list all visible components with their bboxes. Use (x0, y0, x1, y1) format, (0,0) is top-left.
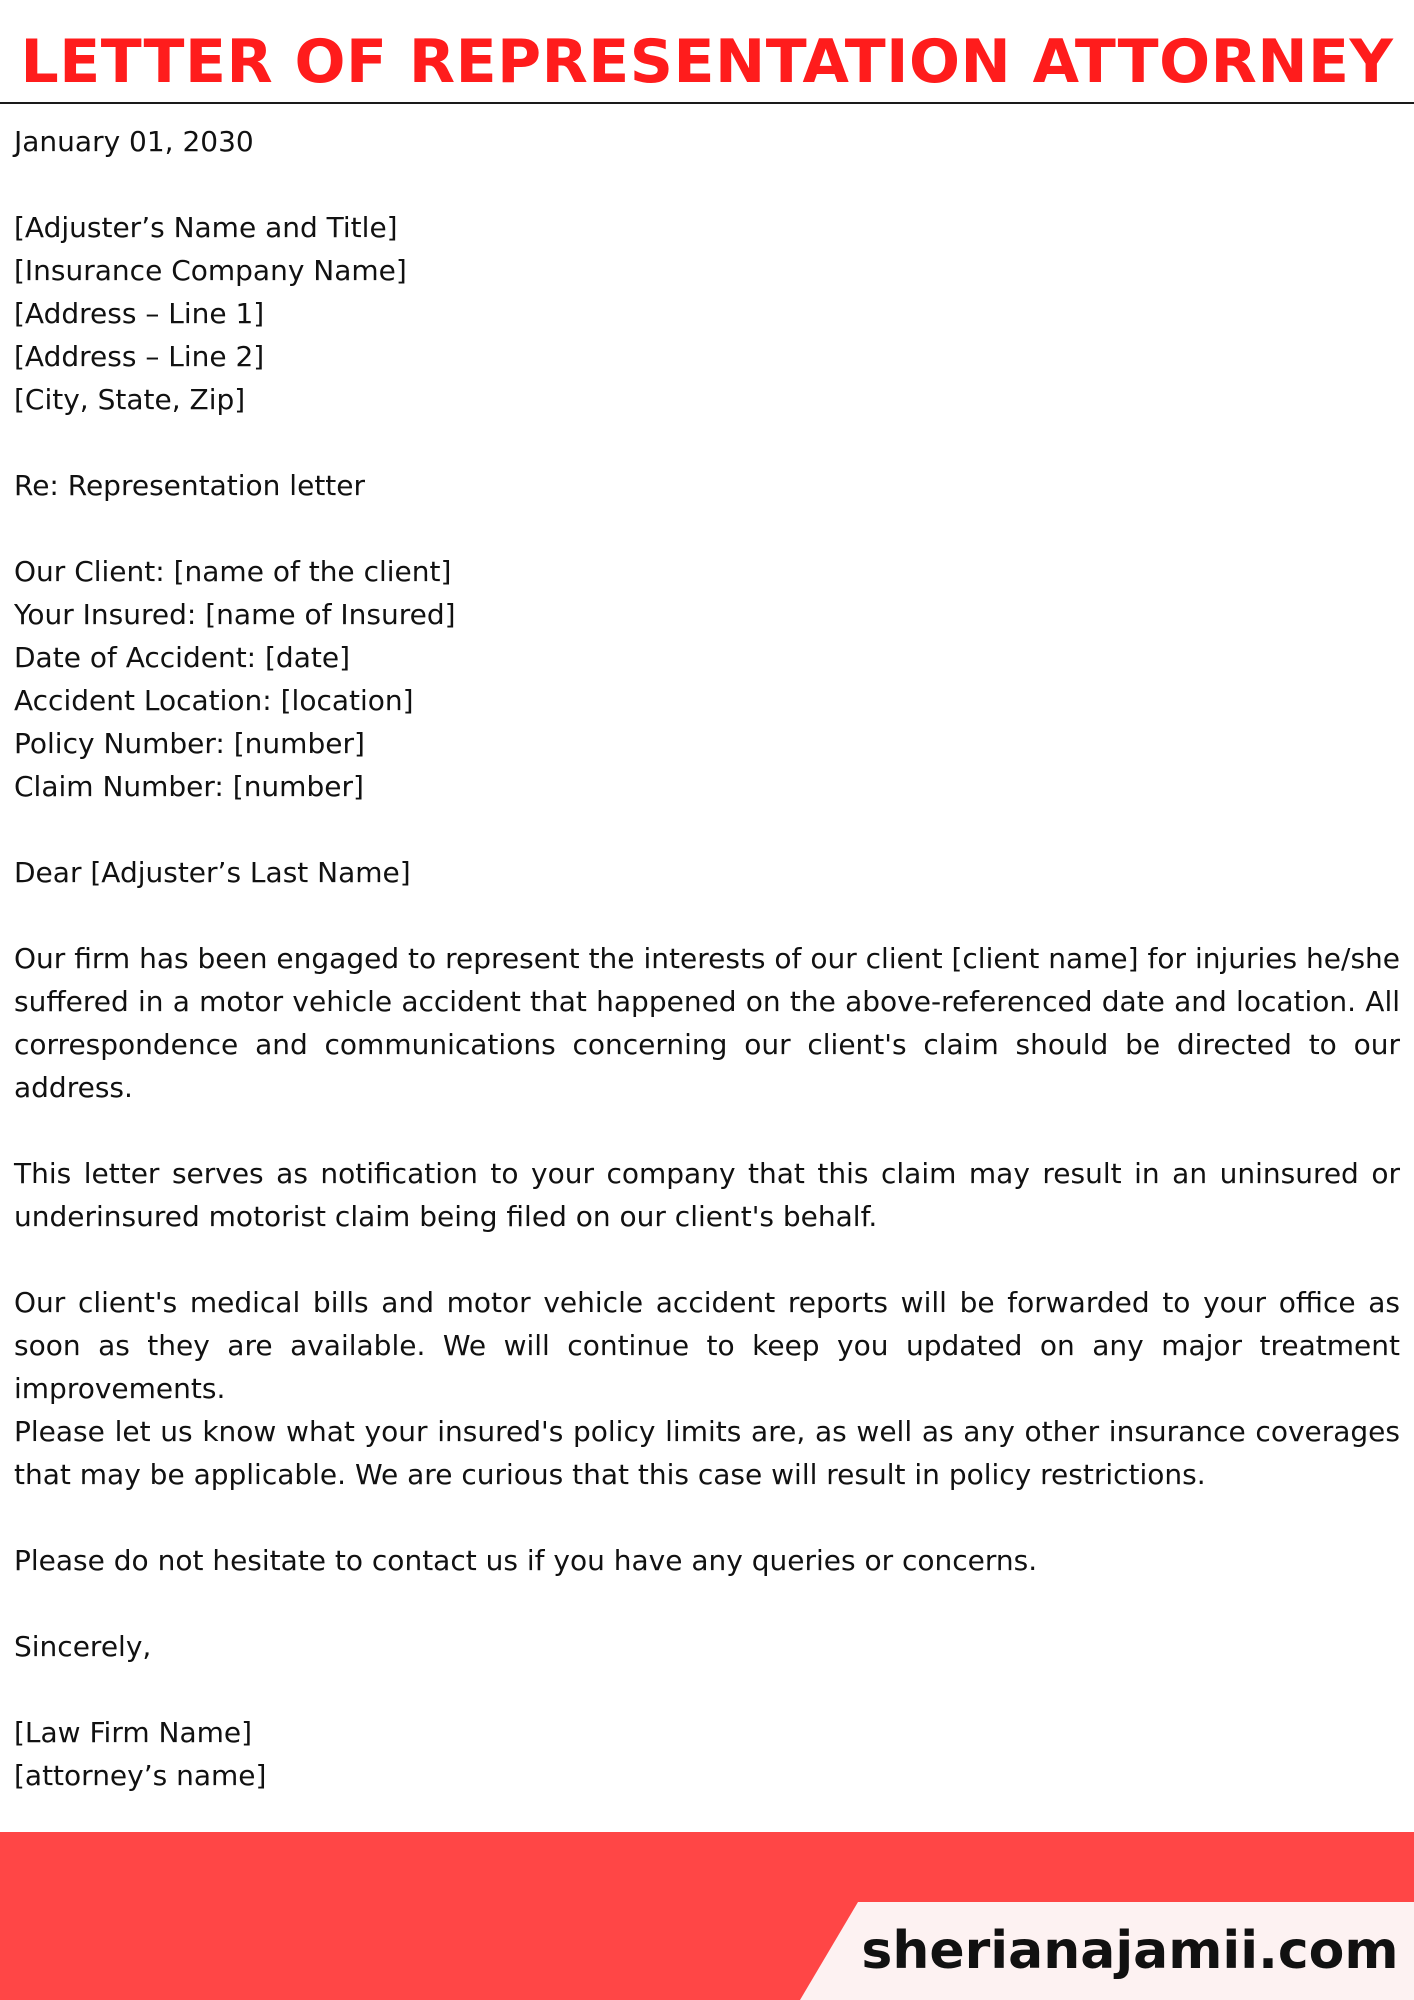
spacer (14, 808, 1400, 851)
website-label: sherianajamii.com (861, 1921, 1399, 1981)
spacer (14, 894, 1400, 937)
spacer (14, 1496, 1400, 1539)
recipient-line: [City, State, Zip] (14, 383, 246, 416)
detail-line: Claim Number: [number] (14, 770, 364, 803)
spacer (14, 1238, 1400, 1281)
spacer (14, 163, 1400, 206)
body-paragraph: This letter serves as notification to your company that this claim may result in an uninsured or underinsured motorist claim being filed on our client's behalf. (14, 1157, 1400, 1233)
signature-block (14, 1711, 1400, 1797)
signature-line: [Law Firm Name] (14, 1716, 253, 1749)
closing: Sincerely, (14, 1630, 152, 1663)
detail-line: Date of Accident: [date] (14, 641, 350, 674)
title-divider (0, 102, 1414, 104)
signature-line: [attorney’s name] (14, 1759, 267, 1792)
body-paragraph: Please let us know what your insured's policy limits are, as well as any other insurance coverages that may be applicable. We are curious that this case will result in policy restrictions. (14, 1415, 1400, 1491)
recipient-block (14, 206, 1400, 421)
recipient-line: [Adjuster’s Name and Title] (14, 211, 398, 244)
detail-line: Your Insured: [name of Insured] (14, 598, 456, 631)
spacer (14, 421, 1400, 464)
spacer (14, 1109, 1400, 1152)
letter-date: January 01, 2030 (14, 125, 254, 158)
recipient-line: [Insurance Company Name] (14, 254, 407, 287)
body-paragraph: Please do not hesitate to contact us if you have any queries or concerns. (14, 1544, 1038, 1577)
letter-body (14, 120, 1400, 1797)
detail-line: Our Client: [name of the client] (14, 555, 452, 588)
claim-details-block (14, 550, 1400, 808)
recipient-line: [Address – Line 2] (14, 340, 265, 373)
spacer (14, 1668, 1400, 1711)
body-paragraph: Our client's medical bills and motor vehicle accident reports will be forwarded to your office as soon as they are available. We will continue to keep you updated on any major treatment improvements. (14, 1286, 1400, 1405)
detail-line: Accident Location: [location] (14, 684, 414, 717)
page-title: LETTER OF REPRESENTATION ATTORNEY (20, 27, 1394, 97)
recipient-line: [Address – Line 1] (14, 297, 265, 330)
spacer (14, 1582, 1400, 1625)
spacer (14, 507, 1400, 550)
salutation: Dear [Adjuster’s Last Name] (14, 856, 411, 889)
detail-line: Policy Number: [number] (14, 727, 365, 760)
body-paragraph: Our firm has been engaged to represent the interests of our client [client name] for injuries he/she suffered in a motor vehicle accident that happened on the above-referenced date and location. All correspondence and communications concerning our client's claim should be directed to our address. (14, 942, 1400, 1104)
subject-line: Re: Representation letter (14, 469, 366, 502)
